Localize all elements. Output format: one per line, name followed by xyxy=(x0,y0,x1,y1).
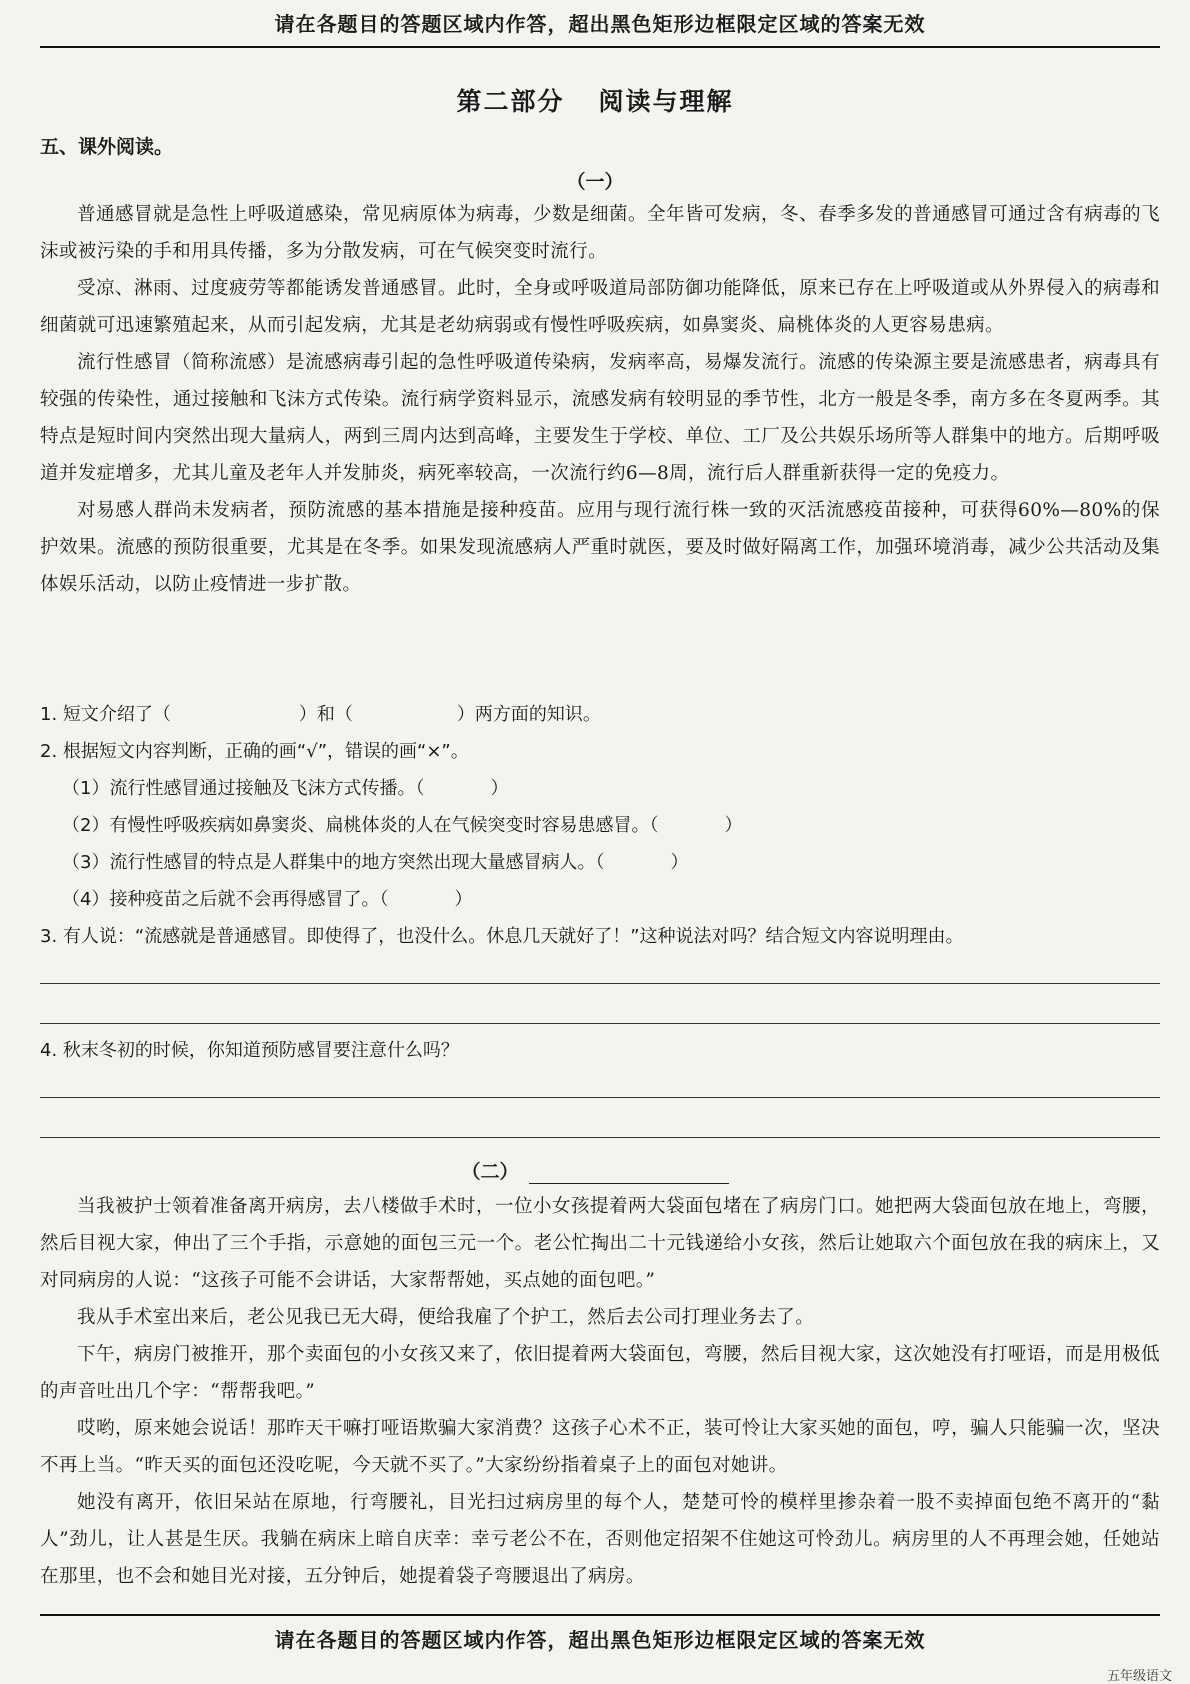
part-label: 第二部分 xyxy=(456,87,565,116)
bottom-border-rule xyxy=(40,1614,1160,1616)
question-1-part-c: ）两方面的知识。 xyxy=(456,704,601,725)
passage-paragraph: 她没有离开，依旧呆站在原地，行弯腰礼，目光扫过病房里的每个人，楚楚可怜的模样里掺杂着一股不卖掉面包绝不离开的“黏人”劲儿，让人甚是生厌。我躺在病床上暗自庆幸：幸亏老公不在，否则他定招架不住她这可怜劲儿。病房里的人不再理会她，任她站在那里，也不会和她目光对接，五分钟后，她提着袋子弯腰退出了病房。 xyxy=(40,1492,1160,1587)
passage-two-title-blank[interactable] xyxy=(529,1161,729,1184)
passage-one-number: （一） xyxy=(566,171,624,193)
close-paren: ） xyxy=(724,815,743,836)
question-4: 4. 秋末冬初的时候，你知道预防感冒要注意什么吗？ xyxy=(40,1040,459,1061)
question-2-item xyxy=(40,881,1160,918)
question-1 xyxy=(40,696,1160,733)
footer-grade-mark: 五年级语文 xyxy=(1106,1669,1172,1684)
question-2-item-text: （2）有慢性呼吸疾病如鼻窦炎、扁桃体炎的人在气候突变时容易患感冒。（ xyxy=(62,815,659,836)
question-1-part-b: ）和（ xyxy=(298,704,353,725)
section-heading: 五、课外阅读。 xyxy=(40,136,174,158)
question-2-item-text: （4）接种疫苗之后就不会再得感冒了。（ xyxy=(62,889,389,910)
passage-paragraph: 普通感冒就是急性上呼吸道感染，常见病原体为病毒，少数是细菌。全年皆可发病，冬、春季多发的普通感冒可通过含有病毒的飞沫或被污染的手和用具传播，多为分散发病，可在气候突变时流行。 xyxy=(40,204,1160,262)
page-title xyxy=(0,82,1190,118)
passage-two-header xyxy=(0,1157,1190,1184)
question-2-item xyxy=(40,770,1160,807)
passage-one xyxy=(40,196,1160,603)
question-1-part-a: 1. 短文介绍了（ xyxy=(40,704,171,725)
question-2-item xyxy=(40,844,1160,881)
answer-area-warning-bottom: 请在各题目的答题区域内作答，超出黑色矩形边框限定区域的答案无效 xyxy=(274,1628,926,1652)
question-2-stem: 2. 根据短文内容判断，正确的画“√”，错误的画“×”。 xyxy=(40,741,469,762)
passage-two xyxy=(40,1188,1160,1595)
part-name: 阅读与理解 xyxy=(598,87,734,116)
passage-paragraph: 受凉、淋雨、过度疲劳等都能诱发普通感冒。此时，全身或呼吸道局部防御功能降低，原来已存在上呼吸道或从外界侵入的病毒和细菌就可迅速繁殖起来，从而引起发病，尤其是老幼病弱或有慢性呼吸疾病，如鼻窦炎、扁桃体炎的人更容易患病。 xyxy=(40,278,1160,336)
passage-paragraph: 当我被护士领着准备离开病房，去八楼做手术时，一位小女孩提着两大袋面包堵在了病房门口。她把两大袋面包放在地上，弯腰，然后目视大家，伸出了三个手指，示意她的面包三元一个。老公忙掏出二十元钱递给小女孩，然后让她取六个面包放在我的病床上，又对同病房的人说：“这孩子可能不会讲话，大家帮帮她，买点她的面包吧。” xyxy=(40,1196,1160,1291)
question-2-item-text: （3）流行性感冒的特点是人群集中的地方突然出现大量感冒病人。（ xyxy=(62,852,605,873)
passage-paragraph: 哎哟，原来她会说话！那昨天干嘛打哑语欺骗大家消费？这孩子心术不正，装可怜让大家买她的面包，哼，骗人只能骗一次，坚决不再上当。“昨天买的面包还没吃呢，今天就不买了。”大家纷纷指着桌子上的面包对她讲。 xyxy=(40,1418,1160,1476)
close-paren: ） xyxy=(490,778,509,799)
questions-block xyxy=(40,696,1160,1138)
passage-paragraph: 下午，病房门被推开，那个卖面包的小女孩又来了，依旧提着两大袋面包，弯腰，然后目视大家，这次她没有打哑语，而是用极低的声音吐出几个字：“帮帮我吧。” xyxy=(40,1344,1160,1402)
answer-line[interactable] xyxy=(40,984,1160,1024)
answer-line[interactable] xyxy=(40,1069,1160,1098)
close-paren: ） xyxy=(670,852,689,873)
passage-two-number: （二） xyxy=(461,1161,519,1183)
answer-line[interactable] xyxy=(40,955,1160,984)
close-paren: ） xyxy=(454,889,473,910)
question-2-item xyxy=(40,807,1160,844)
answer-area-warning-top: 请在各题目的答题区域内作答，超出黑色矩形边框限定区域的答案无效 xyxy=(274,12,926,36)
passage-paragraph: 对易感人群尚未发病者，预防流感的基本措施是接种疫苗。应用与现行流行株一致的灭活流感疫苗接种，可获得60%—80%的保护效果。流感的预防很重要，尤其是在冬季。如果发现流感病人严重时就医，要及时做好隔离工作，加强环境消毒，减少公共活动及集体娱乐活动，以防止疫情进一步扩散。 xyxy=(40,500,1160,595)
answer-line[interactable] xyxy=(40,1098,1160,1138)
passage-paragraph: 流行性感冒（简称流感）是流感病毒引起的急性呼吸道传染病，发病率高，易爆发流行。流感的传染源主要是流感患者，病毒具有较强的传染性，通过接触和飞沫方式传染。流行病学资料显示，流感发病有较明显的季节性，北方一般是冬季，南方多在冬夏两季。其特点是短时间内突然出现大量病人，两到三周内达到高峰，主要发生于学校、单位、工厂及公共娱乐场所等人群集中的地方。后期呼吸道并发症增多，尤其儿童及老年人并发肺炎，病死率较高，一次流行约6—8周，流行后人群重新获得一定的免疫力。 xyxy=(40,352,1160,484)
top-border-rule xyxy=(40,46,1160,48)
question-2-item-text: （1）流行性感冒通过接触及飞沫方式传播。（ xyxy=(62,778,425,799)
passage-paragraph: 我从手术室出来后，老公见我已无大碍，便给我雇了个护工，然后去公司打理业务去了。 xyxy=(77,1307,815,1328)
question-3: 3. 有人说：“流感就是普通感冒。即使得了，也没什么。休息几天就好了！”这种说法对吗？结合短文内容说明理由。 xyxy=(40,926,964,947)
